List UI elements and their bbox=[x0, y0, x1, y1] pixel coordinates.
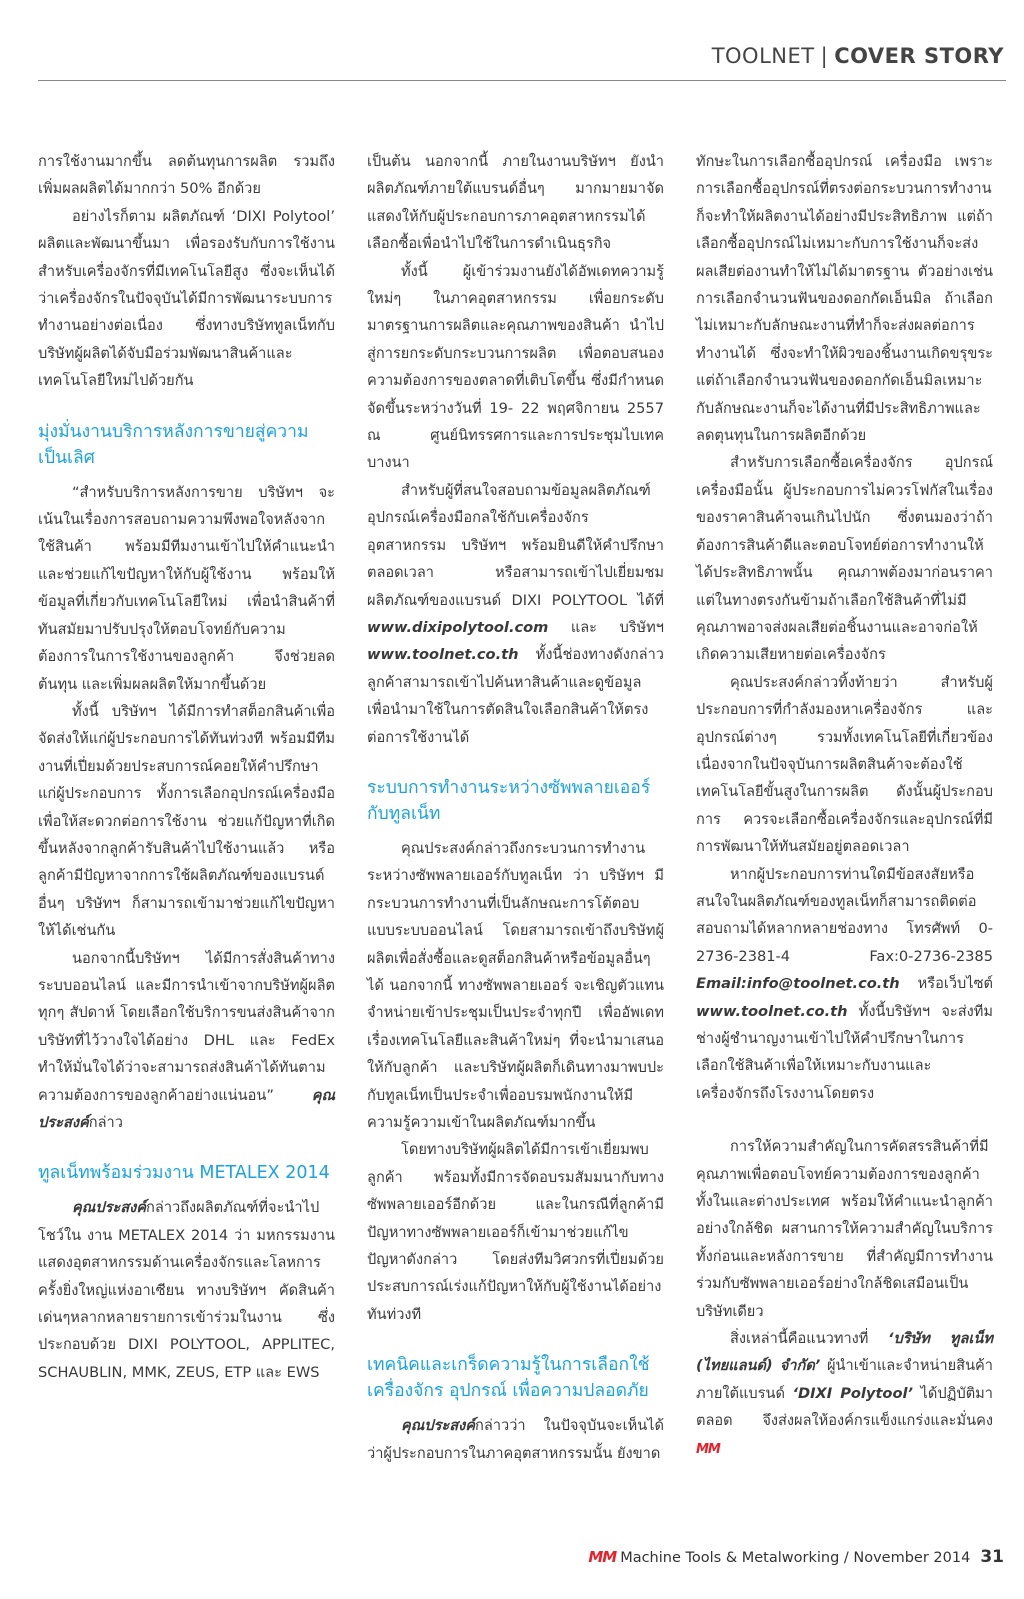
paragraph-text: กล่าว bbox=[88, 1114, 123, 1131]
paragraph: สำหรับการเลือกซื้อเครื่องจักร อุปกรณ์ เครื่องมือนั้น ผู้ประกอบการไม่ควรโฟกัสในเรื่องของราคาสินค้าจนเกินไปนัก ซึ่งตนมองว่าถ้าต้องการสินค้าดีและตอบโจทย์ต่อการทำงานให้ได้ประสิทธิภาพนั้น คุณภาพต้องมาก่อนราคา แต่ในทางตรงกันข้ามถ้าเลือกใช้สินค้าที่ไม่มีคุณภาพอาจส่งผลเสียต่อชิ้นงานและอาจก่อให้เกิดความเสียหายต่อเครื่องจักร bbox=[696, 454, 993, 664]
paragraph-text: ทั้งนี้ช่องทางดังกล่าวลูกค้าสามารถเข้าไปค้นหาสินค้าและดูข้อมูล เพื่อนำมาใช้ในการตัดสินใจเลือกสินค้าให้ตรงต่อการใช้งานได้ bbox=[367, 646, 664, 746]
page-number: 31 bbox=[980, 1547, 1004, 1567]
paragraph: คุณประสงค์กล่าวถึงกระบวนการทำงานระหว่างซัพพลายเออร์กับทูลเน็ท ว่า บริษัทฯ มีกระบวนการทำงานที่เป็นลักษณะการโต้ตอบแบบระบบออนไลน์ โดยสามารถเข้าถึงบริษัทผู้ผลิตเพื่อสั่งซื้อและดูสต็อกสินค้าหรือข้อมูลอื่นๆ ได้ นอกจากนี้ ทางซัพพลายเออร์ จะเชิญตัวแทนจำหน่ายเข้าประชุมเป็นประจำทุกปี เพื่ออัพเดทเรื่องเทคโนโลยีและสินค้าใหม่ๆ ที่จะนำมาเสนอให้กับลูกค้า และบริษัทผู้ผลิตก็เดินทางมาพบปะกับทูลเน็ทเป็นประจำเพื่ออบรมพนักงานให้มีความรู้ความเข้าในผลิตภัณฑ์มากขึ้น bbox=[367, 839, 664, 1131]
magazine-logo: MM bbox=[588, 1548, 617, 1566]
paragraph: ทักษะในการเลือกซื้ออุปกรณ์ เครื่องมือ เพราะการเลือกซื้ออุปกรณ์ที่ตรงต่อกระบวนการทำงานก็จะทำให้ผลิตงานได้อย่างมีประสิทธิภาพ แต่ถ้าเลือกซื้ออุปกรณ์ไม่เหมาะกับการใช้งานก็จะส่งผลเสียต่องานทำให้ไม่ได้มาตรฐาน ตัวอย่างเช่น การเลือกจำนวนฟันของดอกกัดเอ็นมิล ถ้าเลือกไม่เหมาะกับลักษณะงานที่ทำก็จะส่งผลต่อการทำงานได้ ซึ่งจะทำให้ผิวของชิ้นงานเกิดขรุขระ แต่ถ้าเลือกจำนวนฟันของดอกกัดเอ็นมิลเหมาะกับลักษณะงานก็จะได้งานที่มีประสิทธิภาพและลดตุนทุนในการผลิตอีกด้วย bbox=[696, 153, 993, 445]
column-3 bbox=[696, 148, 993, 1463]
paragraph: การให้ความสำคัญในการคัดสรรสินค้าที่มีคุณภาพเพื่อตอบโจทย์ความต้องการของลูกค้าทั้งในและต่างประเทศ พร้อมให้คำแนะนำลูกค้าอย่างใกล้ชิด ผสานการให้ความสำคัญในบริการทั้งก่อนและหลังการขาย ที่สำคัญมีการทำงานร่วมกับซัพพลายเออร์อย่างใกล้ชิดเสมือนเป็นบริษัทเดียว bbox=[696, 1138, 993, 1320]
brand-name: ‘DIXI Polytool’ bbox=[792, 1384, 914, 1402]
paragraph bbox=[38, 945, 335, 1137]
header-rule bbox=[38, 80, 1006, 81]
paragraph: ทั้งนี้ ผู้เข้าร่วมงานยังได้อัพเดทความรู้ใหม่ๆ ในภาคอุตสาหกรรม เพื่อยกระดับมาตรฐานการผลิตและคุณภาพของสินค้า นำไปสู่การยกระดับกระบวนการผลิต เพื่อตอบสนองความต้องการของตลาดที่เติบโตขึ้น ซึ่งมีกำหนดจัดขึ้นระหว่างวันที่ 19- 22 พฤศจิกายน 2557 ณ ศูนย์นิทรรศการและการประชุมไบเทค บางนา bbox=[367, 262, 664, 472]
section-heading: เทคนิคและเกร็ดความรู้ในการเลือกใช้เครื่องจักร อุปกรณ์ เพื่อความปลอดภัย bbox=[367, 1355, 650, 1402]
page-footer bbox=[588, 1547, 1004, 1567]
column-2 bbox=[367, 148, 664, 1467]
paragraph-text: ผู้นำเข้าและจำหน่ายสินค้าภายใต้แบรนด์ bbox=[696, 1357, 994, 1402]
website-link: www.toolnet.co.th bbox=[367, 646, 519, 664]
paragraph bbox=[367, 1412, 664, 1467]
paragraph: อย่างไรก็ตาม ผลิตภัณฑ์ ‘DIXI Polytool’ ผลิตและพัฒนาขึ้นมา เพื่อรองรับกับการใช้งานสำหรับเครื่องจักรที่มีเทคโนโลยีสูง ซึ่งจะเห็นได้ว่าเครื่องจักรในปัจจุบันได้มีการพัฒนาระบบการทำงานอย่างต่อเนื่อง ซึ่งทางบริษัททูลเน็ทกับบริษัทผู้ผลิตได้จับมือร่วมพัฒนาสินค้าและเทคโนโลยีใหม่ไปด้วยกัน bbox=[38, 207, 335, 390]
company-name: ‘บริษัท ทูลเน็ท (ไทยแลนด์) จำกัด’ bbox=[696, 1330, 993, 1375]
paragraph-text: หรือเว็บไซต์ bbox=[899, 975, 993, 993]
paragraph bbox=[367, 477, 664, 751]
email-link: Email:info@toolnet.co.th bbox=[696, 975, 900, 993]
website-link: www.toolnet.co.th bbox=[696, 1002, 848, 1020]
paragraph-text: สิ่งเหล่านี้คือแนวทางที่ bbox=[730, 1330, 888, 1348]
paragraph-text: นอกจากนี้บริษัทฯ ได้มีการสั่งสินค้าทางระบบออนไลน์ และมีการนำเข้าจากบริษัทผู้ผลิตทุกๆ สัปดาห์ โดยเลือกใช้บริการขนส่งสินค้าจากบริษัทที่ไว้วางใจได้อย่าง DHL และ FedEx ทำให้มั่นใจได้ว่าจะสามารถส่งสินค้าได้ทันตามความต้องการของลูกค้าอย่างแน่นอน” bbox=[38, 949, 335, 1104]
paragraph: การใช้งานมากขึ้น ลดต้นทุนการผลิต รวมถึงเพิ่มผลผลิตได้มากกว่า 50% อีกด้วย bbox=[38, 153, 335, 198]
header-section: COVER STORY bbox=[834, 44, 1004, 68]
paragraph-text: ทั้งนี้บริษัทฯ จะส่งทีมช่างผู้ชำนาญงานเข้าไปให้คำปรึกษาในการเลือกใช้สินค้าเพื่อให้เหมาะกับงานและเครื่องจักรถึงโรงงานโดยตรง bbox=[696, 1002, 993, 1102]
end-mark-logo: MM bbox=[696, 1441, 720, 1457]
section-heading: ระบบการทำงานระหว่างซัพพลายเออร์กับทูลเน็ท bbox=[367, 777, 651, 824]
paragraph-text: กล่าวว่า ในปัจจุบันจะเห็นได้ว่าผู้ประกอบการในภาคอุตสาหกรรมนั้น ยังขาด bbox=[367, 1417, 664, 1462]
paragraph bbox=[696, 1325, 993, 1463]
section-heading: มุ่งมั่นงานบริการหลังการขายสู่ความเป็นเลิศ bbox=[38, 421, 309, 468]
paragraph: ทั้งนี้ บริษัทฯ ได้มีการทำสต็อกสินค้าเพื่อจัดส่งให้แก่ผู้ประกอบการได้ทันท่วงที พร้อมมีทีมงานที่เปี่ยมด้วยประสบการณ์คอยให้คำปรึกษาแก่ผู้ประกอบการ ทั้งการเลือกอุปกรณ์เครื่องมือเพื่อให้สะดวกต่อการใช้งาน ช่วยแก้ปัญหาที่เกิดขึ้นหลังจากลูกค้ารับสินค้าไปใช้งานแล้ว หรือลูกค้ามีปัญหาจากการใช้ผลิตภัณฑ์ของแบรนด์อื่นๆ บริษัทฯ ก็สามารถเข้ามาช่วยแก้ไขปัญหาให้ได้เช่นกัน bbox=[38, 702, 335, 940]
page-header bbox=[712, 44, 1004, 68]
website-link: www.dixipolytool.com bbox=[367, 618, 549, 636]
paragraph-text: ได้ปฏิบัติมาตลอด จึงส่งผลให้องค์กรแข็งแกร่งและมั่นคง bbox=[696, 1384, 993, 1430]
speaker-name: คุณประสงค์ bbox=[72, 1199, 147, 1217]
header-separator: | bbox=[820, 44, 829, 68]
spacer bbox=[696, 1107, 993, 1133]
paragraph bbox=[696, 861, 993, 1108]
column-1 bbox=[38, 148, 335, 1386]
paragraph: โดยทางบริษัทผู้ผลิตได้มีการเข้าเยี่ยมพบลูกค้า พร้อมทั้งมีการจัดอบรมสัมมนากับทางซัพพลายเออร์อีกด้วย และในกรณีที่ลูกค้ามีปัญหาทางซัพพลายเออร์ก็เข้ามาช่วยแก้ไขปัญหาดังกล่าว โดยส่งทีมวิศวกรที่เปี่ยมด้วยประสบการณ์เร่งแก้ปัญหาให้กับผู้ใช้งานได้อย่างทันท่วงที bbox=[367, 1141, 664, 1323]
paragraph-text: หากผู้ประกอบการท่านใดมีข้อสงสัยหรือสนใจในผลิตภัณฑ์ของทูลเน็ทก็สามารถติดต่อสอบถามได้หลากหลายช่องทาง โทรศัพท์ 0-2736-2381-4 Fax:0-2736-2385 bbox=[696, 865, 993, 965]
speaker-name: คุณประสงค์ bbox=[401, 1417, 476, 1435]
paragraph-text: และ บริษัทฯ bbox=[548, 618, 664, 636]
header-brand: TOOLNET bbox=[711, 44, 815, 68]
paragraph-text: สำหรับผู้ที่สนใจสอบถามข้อมูลผลิตภัณฑ์อุปกรณ์เครื่องมือกลใช้กับเครื่องจักรอุตสาหกรรม บริษัทฯ พร้อมยินดีให้คำปรึกษาตลอดเวลา หรือสามารถเข้าไปเยี่ยมชมผลิตภัณฑ์ของแบรนด์ DIXI POLYTOOL ได้ที่ bbox=[367, 481, 664, 609]
paragraph: “สำหรับบริการหลังการขาย บริษัทฯ จะเน้นในเรื่องการสอบถามความพึงพอใจหลังจากใช้สินค้า พร้อมมีทีมงานเข้าไปให้คำแนะนำ และช่วยแก้ไขปัญหาให้กับผู้ใช้งาน พร้อมให้ข้อมูลที่เกี่ยวกับเทคโนโลยีใหม่ เพื่อนำสินค้าที่ทันสมัยมาปรับปรุงให้ตอบโจทย์กับความต้องการในการใช้งานของลูกค้า จึงช่วยลดต้นทุน และเพิ่มผลผลิตให้มากขึ้นด้วย bbox=[38, 483, 335, 693]
paragraph: คุณประสงค์กล่าวทิ้งท้ายว่า สำหรับผู้ประกอบการที่กำลังมองหาเครื่องจักร และอุปกรณ์ต่างๆ รวมทั้งเทคโนโลยีที่เกี่ยวข้อง เนื่องจากในปัจจุบันการผลิตสินค้าจะต้องใช้เทคโนโลยีขั้นสูงในการผลิต ดังนั้นผู้ประกอบการ ควรจะเลือกซื้อเครื่องจักรและอุปกรณ์ที่มีการพัฒนาให้ทันสมัยอยู่ตลอดเวลา bbox=[696, 673, 993, 856]
paragraph-text: กล่าวถึงผลิตภัณฑ์ที่จะนำไปโชว์ใน งาน METALEX 2014 ว่า มหกรรมงานแสดงอุตสาหกรรมด้านเครื่องจักรและโลหการครั้งยิ่งใหญ่แห่งอาเซียน ทางบริษัทฯ คัดสินค้าเด่นๆหลากหลายรายการเข้าร่วมในงาน ซึ่งประกอบด้วย DIXI POLYTOOL, APPLITEC, SCHAUBLIN, MMK, ZEUS, ETP และ EWS bbox=[38, 1199, 335, 1381]
section-heading: ทูลเน็ทพร้อมร่วมงาน METALEX 2014 bbox=[38, 1163, 330, 1184]
speaker-name: คุณประสงค์ bbox=[38, 1086, 335, 1131]
magazine-issue: Machine Tools & Metalworking / November 2014 bbox=[620, 1550, 971, 1566]
paragraph: เป็นต้น นอกจากนี้ ภายในงานบริษัทฯ ยังนำผลิตภัณฑ์ภายใต้แบรนด์อื่นๆ มากมายมาจัดแสดงให้กับผู้ประกอบการภาคอุตสาหกรรมได้เลือกซื้อเพื่อนำไปใช้ในการดำเนินธุรกิจ bbox=[367, 153, 664, 253]
paragraph bbox=[38, 1194, 335, 1386]
